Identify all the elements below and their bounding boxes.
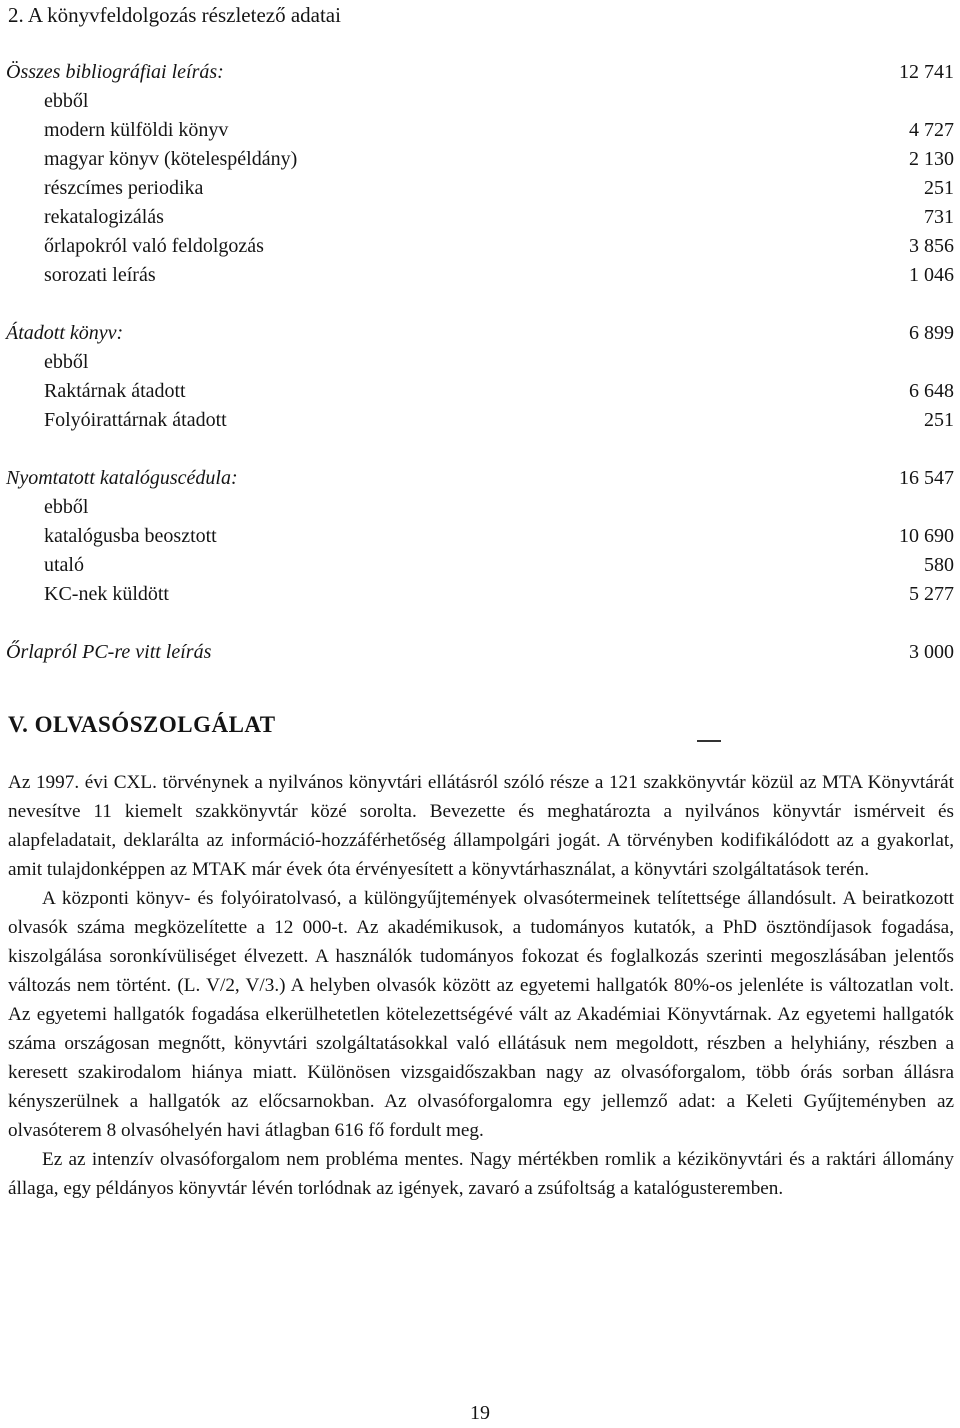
stat-item-row [0, 377, 960, 406]
stat-item-value: 1 046 [909, 264, 954, 286]
spacer [0, 435, 960, 464]
stat-sub-heading-row [0, 348, 960, 377]
stat-group-row [0, 58, 960, 87]
stat-group-value: 3 000 [909, 641, 954, 663]
stat-sub-heading: ebből [44, 351, 89, 373]
stat-item-row [0, 203, 960, 232]
stat-item-label: KC-nek küldött [44, 583, 169, 605]
stat-item-value: 251 [924, 409, 954, 431]
stat-item-row [0, 522, 960, 551]
spacer [0, 609, 960, 638]
paragraph: A központi könyv- és folyóiratolvasó, a különgyűjtemények olvasótermeinek telítettsége állandósult. A beiratkozott olvasók száma megközelítette a 12 000-t. Az akadémikusok, a tudományos kutatók, a PhD ösztöndíjasok fogadása, kiszolgálása soronkívüliséget élvezett. A használók tudományos fokozat és foglalkozás szerinti megoszlásában jelentős változás nem történt. (L. V/2, V/3.) A helyben olvasók között az egyetemi hallgatók 80%-os jelenléte is változatlan volt. Az egyetemi hallgatók fogadása elkerülhetetlen kötelezettségévé vált az Akadémiai Könyvtárnak. Az egyetemi hallgatók száma országosan megnőtt, könyvtári szolgáltatásokkal való ellátásuk nem megoldott, részben a helyhiány, részben a keresett szakirodalom hiánya miatt. Különösen vizsgaidőszakban nagy az olvasóforgalom, több órás sorban állásra kényszerülnek a hallgatók az előcsarnokban. Az olvasóforgalomra egy jellemző adat: a Keleti Gyűjteményben az olvasóterem 8 olvasóhelyén havi átlagban 616 fő fordult meg. [8, 888, 954, 1141]
stat-group-label: Nyomtatott katalóguscédula: [6, 467, 238, 489]
stat-group-label: Átadott könyv: [6, 322, 124, 344]
body-text [8, 768, 954, 1203]
stat-item-label: modern külföldi könyv [44, 119, 229, 141]
scan-mark [697, 740, 721, 742]
stat-item-label: utaló [44, 554, 84, 576]
stat-item-value: 731 [924, 206, 954, 228]
stat-group-value: 6 899 [909, 322, 954, 344]
stat-group-row [0, 464, 960, 493]
stat-group-value: 16 547 [899, 467, 954, 489]
stat-sub-heading: ebből [44, 90, 89, 112]
stat-item-value: 10 690 [899, 525, 954, 547]
stat-group-label: Őrlapról PC-re vitt leírás [6, 641, 212, 663]
stat-item-value: 4 727 [909, 119, 954, 141]
stat-sub-heading: ebből [44, 496, 89, 518]
stat-group-value: 12 741 [899, 61, 954, 83]
processing-stats-table [0, 58, 960, 667]
stat-sub-heading-row [0, 87, 960, 116]
stat-group-row [0, 638, 960, 667]
stat-item-row [0, 116, 960, 145]
stat-item-value: 2 130 [909, 148, 954, 170]
stat-item-row [0, 145, 960, 174]
stat-item-label: Raktárnak átadott [44, 380, 186, 402]
stat-item-label: katalógusba beosztott [44, 525, 217, 547]
stat-item-value: 5 277 [909, 583, 954, 605]
stat-item-value: 251 [924, 177, 954, 199]
stat-item-value: 580 [924, 554, 954, 576]
stat-item-label: rekatalogizálás [44, 206, 164, 228]
page-number: 19 [470, 1402, 490, 1424]
stat-item-value: 6 648 [909, 380, 954, 402]
stat-item-label: sorozati leírás [44, 264, 156, 286]
stat-sub-heading-row [0, 493, 960, 522]
stat-item-label: őrlapokról való feldolgozás [44, 235, 264, 257]
stat-item-label: magyar könyv (kötelespéldány) [44, 148, 298, 170]
stat-item-row [0, 551, 960, 580]
stat-item-row [0, 580, 960, 609]
stat-group-label: Összes bibliográfiai leírás: [6, 61, 224, 83]
stat-group-row [0, 319, 960, 348]
stat-item-row [0, 406, 960, 435]
section-title: V. OLVASÓSZOLGÁLAT [8, 712, 276, 737]
stat-item-row [0, 174, 960, 203]
stat-item-label: Folyóirattárnak átadott [44, 409, 227, 431]
stat-item-row [0, 232, 960, 261]
spacer [0, 290, 960, 319]
stat-item-label: részcímes periodika [44, 177, 204, 199]
paragraph: Ez az intenzív olvasóforgalom nem probléma mentes. Nagy mértékben romlik a kézikönyvtári és a raktári állomány állaga, egy példányos könyvtár lévén torlódnak az igények, zavaró a zsúfoltság a katalógusteremben. [8, 1149, 954, 1199]
stat-item-row [0, 261, 960, 290]
page-heading: 2. A könyvfeldolgozás részletező adatai [8, 3, 341, 27]
paragraph: Az 1997. évi CXL. törvénynek a nyilvános könyvtári ellátásról szóló része a 121 szakkönyvtár közül az MTA Könyvtárát nevesítve 11 kiemelt szakkönyvtár közé sorolta. Bevezette és meghatározta a nyilvános könyvtár ismérveit és alapfeladatait, deklarálta az információ-hozzáférhetőség állampolgári jogát. A törvényben kodifikálódott az a gyakorlat, amit tulajdonképpen az MTAK már évek óta érvényesített a könyvtárhasználat, a könyvtári szolgáltatások terén. [8, 772, 954, 880]
stat-item-value: 3 856 [909, 235, 954, 257]
